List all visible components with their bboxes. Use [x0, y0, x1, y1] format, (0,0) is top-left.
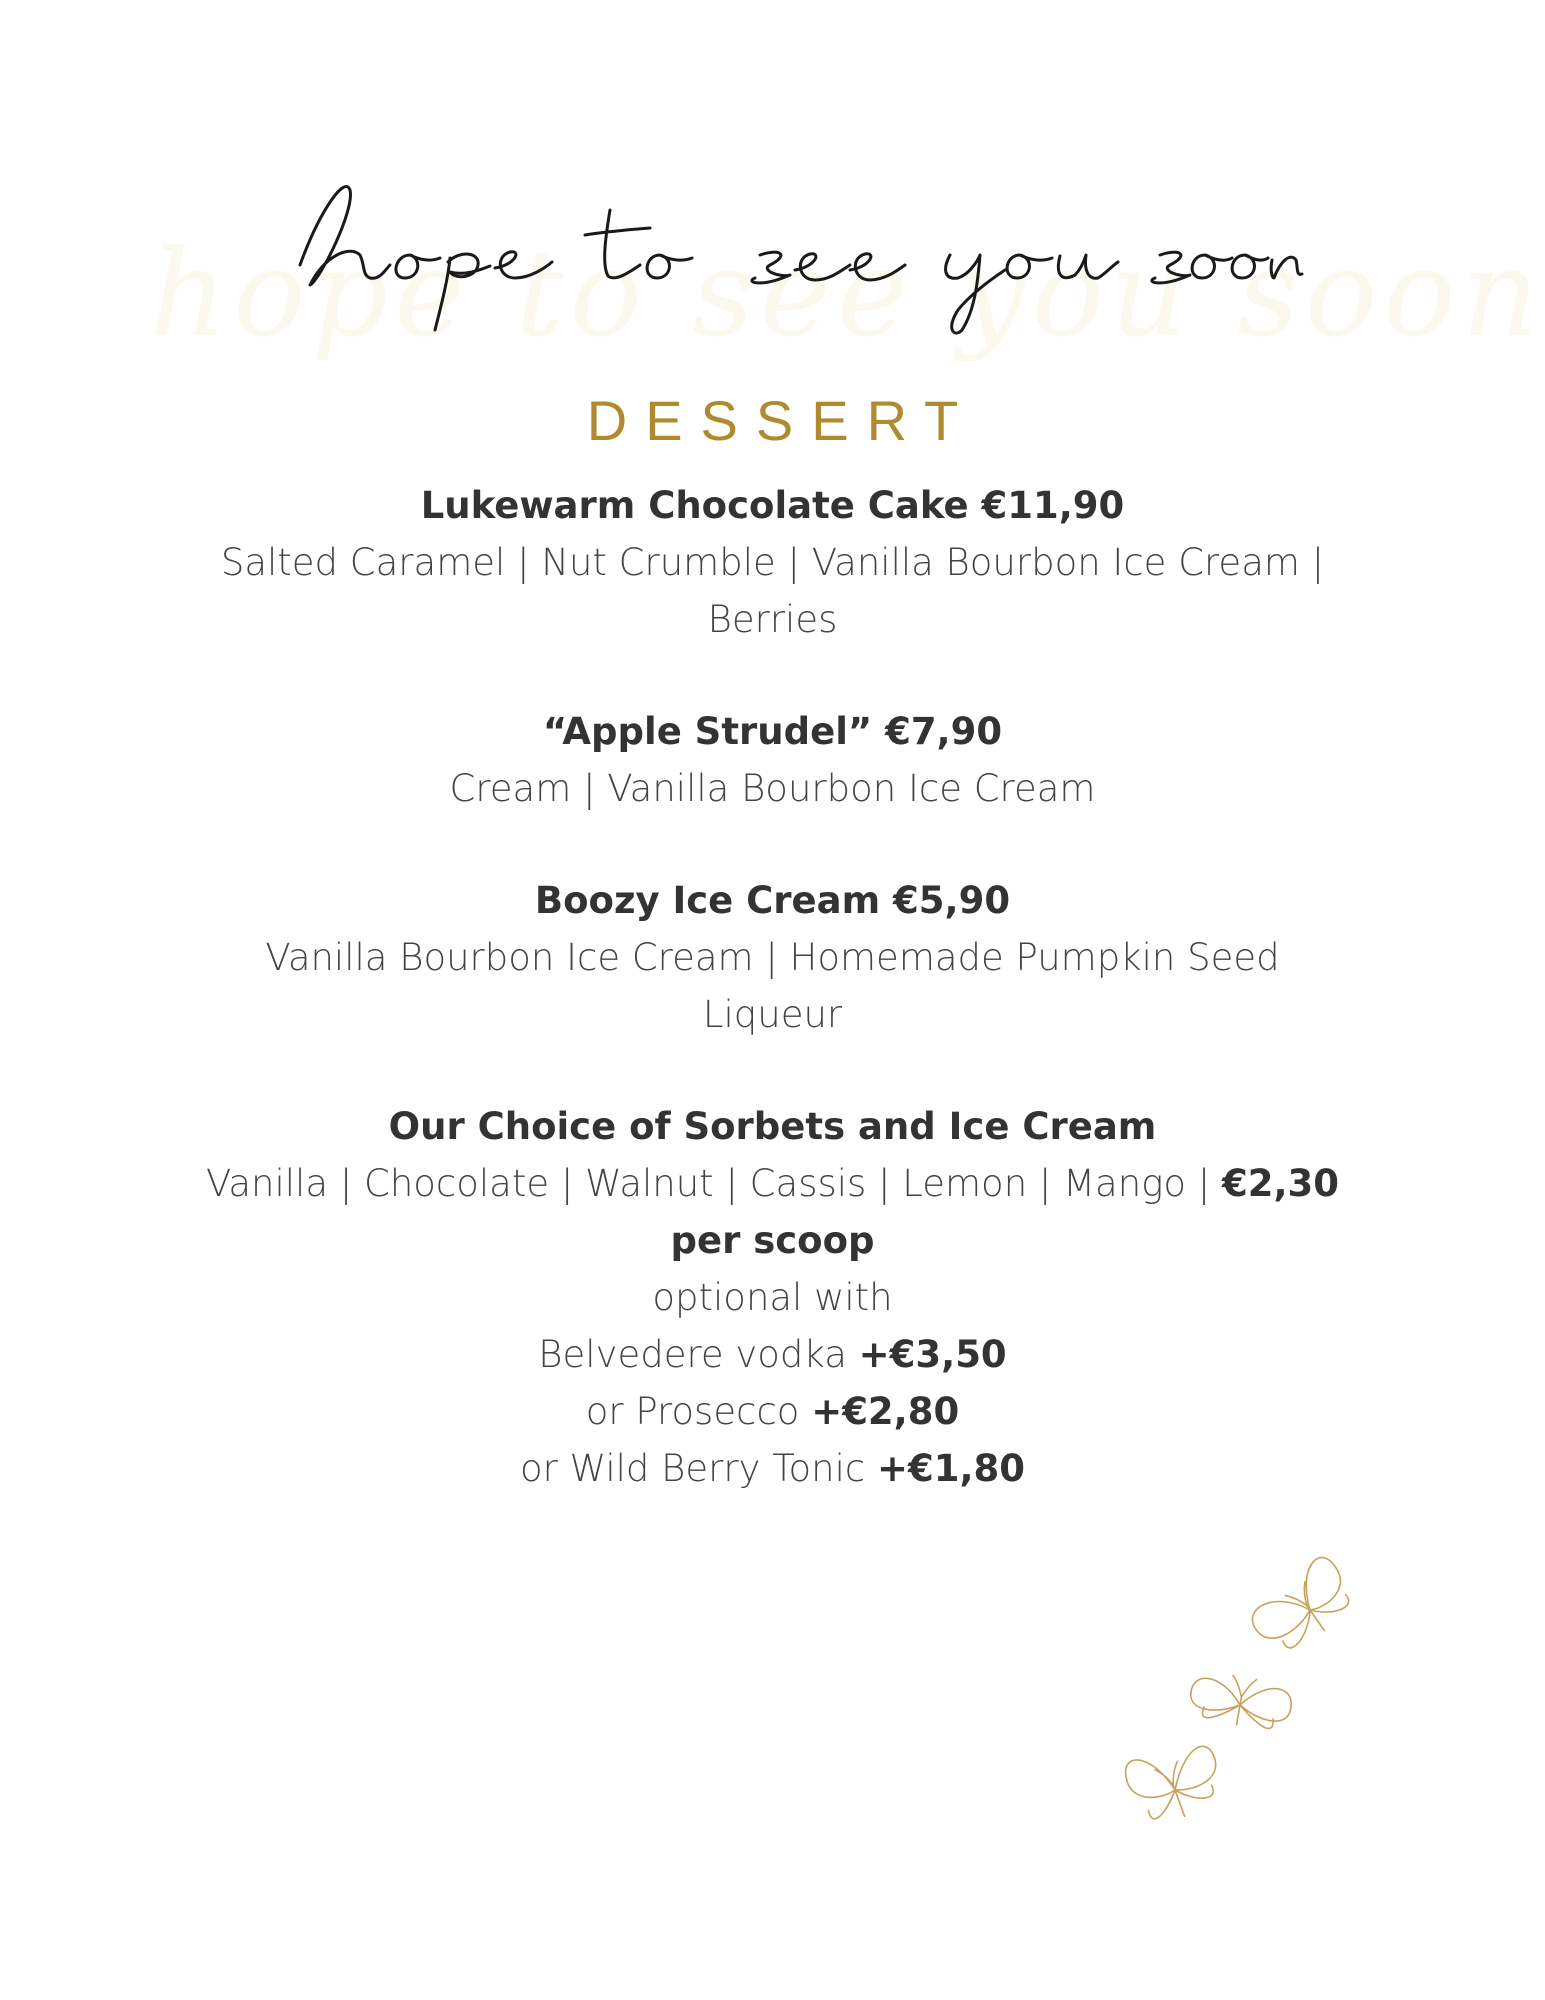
item-description	[150, 760, 1395, 817]
butterflies-decoration	[1130, 1565, 1420, 1855]
item-description-line: Cream | Vanilla Bourbon Ice Cream	[449, 767, 1096, 810]
section-heading-dessert: DESSERT	[586, 389, 977, 452]
item-title: Boozy Ice Cream €5,90	[534, 879, 1011, 922]
item-title: Our Choice of Sorbets and Ice Cream	[388, 1105, 1157, 1148]
scoop-price-suffix: per scoop	[670, 1219, 875, 1262]
script-title	[290, 170, 1310, 340]
menu-item-chocolate-cake	[150, 478, 1395, 648]
butterfly-icon	[1187, 1669, 1295, 1734]
item-title: Lukewarm Chocolate Cake €11,90	[420, 484, 1125, 527]
addon-price: +€3,50	[858, 1333, 1007, 1376]
script-title-lettering	[300, 187, 1302, 334]
butterfly-icon	[1121, 1734, 1230, 1831]
addon-label: Belvedere vodka	[538, 1333, 859, 1376]
addon-label: or Wild Berry Tonic	[519, 1447, 877, 1490]
item-description	[150, 534, 1395, 648]
addon-price: +€2,80	[811, 1390, 960, 1433]
item-title: “Apple Strudel” €7,90	[542, 710, 1003, 753]
item-description-line: Berries	[707, 598, 838, 641]
scoop-price: €2,30	[1222, 1162, 1340, 1205]
addon-price: +€1,80	[877, 1447, 1026, 1490]
addon-label: or Prosecco	[585, 1390, 812, 1433]
flavor-list: Vanilla | Chocolate | Walnut | Cassis | Lemon | Mango |	[205, 1162, 1223, 1205]
item-description-line: Vanilla Bourbon Ice Cream | Homemade Pumpkin Seed	[265, 936, 1280, 979]
watermark-text: hope to see you soon	[150, 225, 1545, 364]
item-description-line: Salted Caramel | Nut Crumble | Vanilla Bourbon Ice Cream |	[220, 541, 1325, 584]
optional-label: optional with	[652, 1276, 893, 1319]
menu-item-sorbets	[150, 1099, 1395, 1497]
addon-prosecco	[150, 1383, 1395, 1440]
item-description	[150, 1155, 1395, 1497]
flavor-list-line	[150, 1155, 1395, 1212]
item-description-line: Liqueur	[702, 993, 843, 1036]
butterfly-icon	[1243, 1553, 1362, 1662]
addon-vodka	[150, 1326, 1395, 1383]
item-description	[150, 929, 1395, 1043]
dessert-menu	[150, 478, 1395, 1553]
menu-item-apple-strudel	[150, 704, 1395, 817]
addon-wild-berry-tonic	[150, 1440, 1395, 1497]
menu-item-boozy-ice-cream	[150, 873, 1395, 1043]
